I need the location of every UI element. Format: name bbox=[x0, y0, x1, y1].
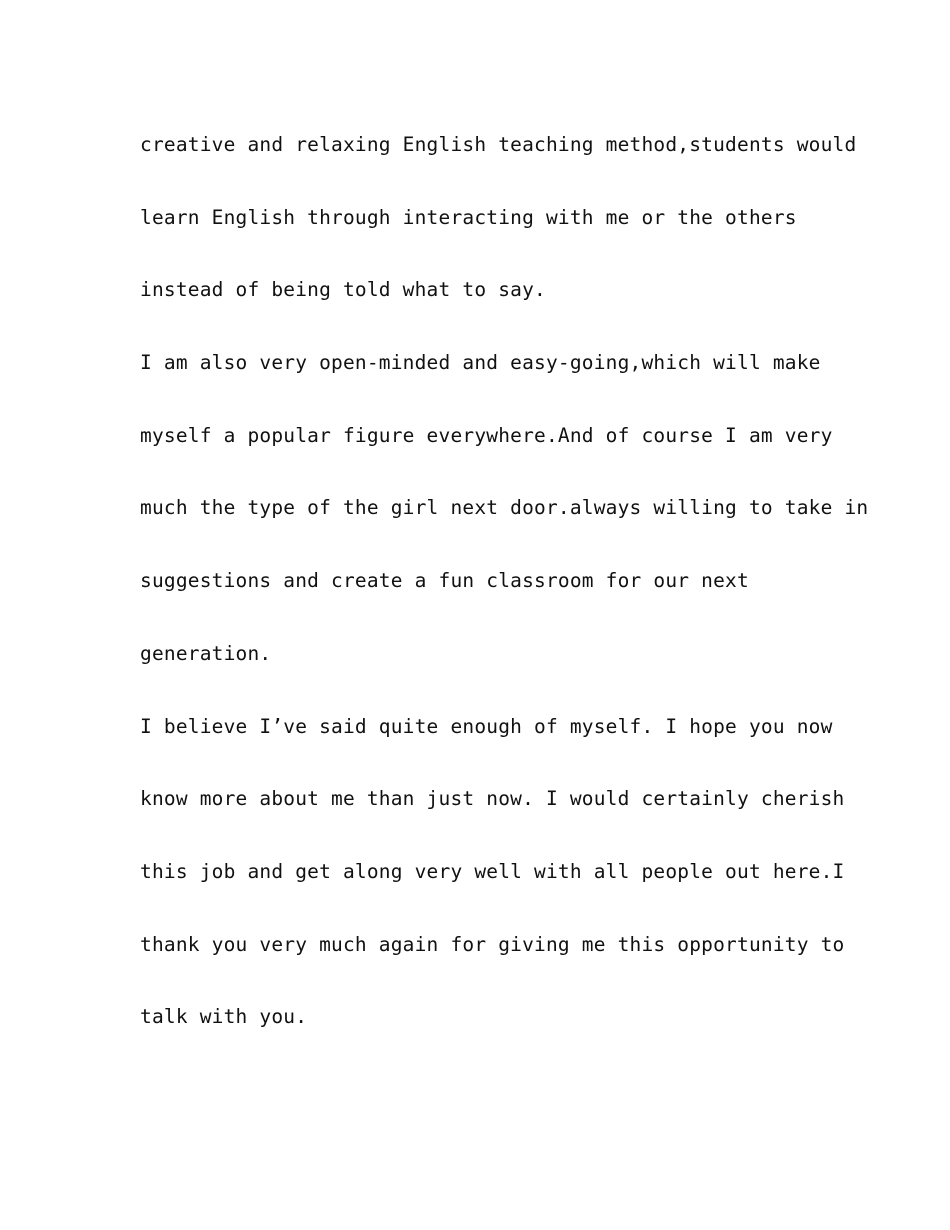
text-line: generation. bbox=[140, 641, 272, 665]
text-line: suggestions and create a fun classroom for our next bbox=[140, 569, 749, 593]
text-line: myself a popular figure everywhere.And of course I am very bbox=[140, 423, 833, 447]
text-line: thank you very much again for giving me this opportunity to bbox=[140, 932, 845, 956]
text-line: learn English through interacting with me or the others bbox=[140, 205, 797, 229]
text-line: much the type of the girl next door.always willing to take in bbox=[140, 496, 869, 520]
text-line: I believe I’ve said quite enough of myself. I hope you now bbox=[140, 714, 833, 738]
text-line: creative and relaxing English teaching method,students would bbox=[140, 133, 857, 156]
text-line: this job and get along very well with all people out here.I bbox=[140, 859, 845, 883]
document-body bbox=[140, 109, 869, 1054]
text-line: I am also very open-minded and easy-going,which will make bbox=[140, 351, 821, 375]
text-line: instead of being told what to say. bbox=[140, 278, 546, 302]
text-line: talk with you. bbox=[140, 1005, 308, 1029]
text-line: know more about me than just now. I would certainly cherish bbox=[140, 787, 845, 811]
